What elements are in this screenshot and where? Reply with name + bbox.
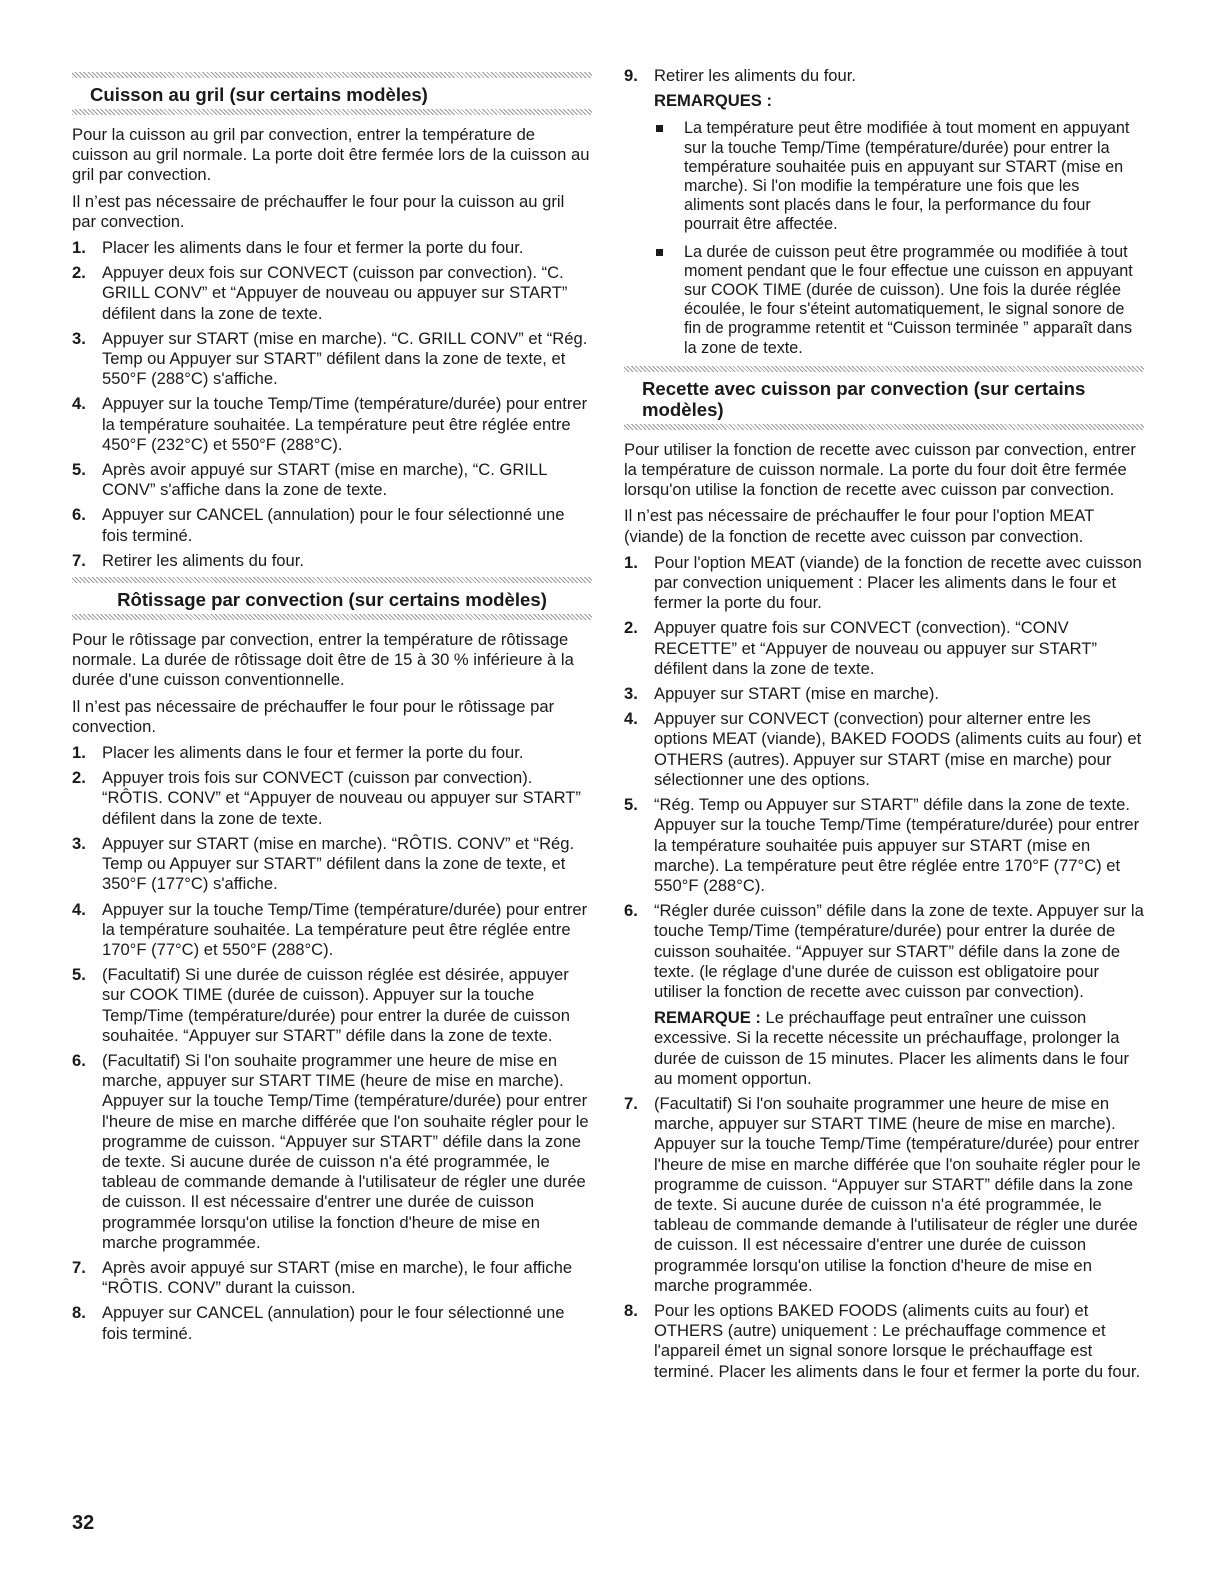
- steps-list-rotissage: [72, 743, 592, 1344]
- step-text: Appuyer deux fois sur CONVECT (cuisson par convection). “C. GRILL CONV” et “Appuyer de nouveau ou appuyer sur START” défilent dans la zone de texte.: [102, 263, 568, 323]
- step-text: Appuyer sur CONVECT (convection) pour alterner entre les options MEAT (viande), BAKED FOODS (aliments cuits au four) et OTHERS (autres). Appuyer sur START (mise en marche) pour sélectionner une des options.: [654, 709, 1142, 789]
- step-item: [72, 1303, 592, 1343]
- step-item: [624, 1094, 1144, 1296]
- step-text: Appuyer sur START (mise en marche). “RÔTIS. CONV” et “Rég. Temp ou Appuyer sur START” défilent dans la zone de texte, et 350°F (177°C) s'affiche.: [102, 833, 575, 894]
- steps-list-gril: [72, 238, 592, 571]
- section-title-rotissage: Rôtissage par convection (sur certains modèles): [117, 589, 547, 611]
- step-number: 3.: [72, 328, 86, 348]
- step-item: [624, 795, 1144, 896]
- step-number: 3.: [72, 833, 86, 853]
- remarque-item: [654, 243, 1144, 358]
- paragraph: Pour utiliser la fonction de recette avec cuisson par convection, entrer la température de cuisson normale. La porte du four doit être fermée lorsqu'on utilise la fonction de recette avec cuisson par convection.: [624, 439, 1136, 500]
- remarques-block: [624, 91, 1144, 358]
- step-text: Appuyer quatre fois sur CONVECT (convection). “CONV RECETTE” et “Appuyer de nouveau ou appuyer sur START” défilent dans la zone de texte.: [654, 618, 1098, 678]
- paragraph: Il n’est pas nécessaire de préchauffer le four pour le rôtissage par convection.: [72, 696, 555, 736]
- step-text: Après avoir appuyé sur START (mise en marche), le four affiche “RÔTIS. CONV” durant la cuisson.: [102, 1257, 573, 1298]
- remarque-note: [654, 1008, 1144, 1089]
- step-item: [72, 329, 592, 390]
- remarque-note-text: Le préchauffage peut entraîner une cuisson excessive. Si la recette nécessite un préchauffage, prolonger la durée de cuisson de 15 minutes. Placer les aliments dans le four au moment opportun.: [654, 1008, 1130, 1088]
- step-item: [72, 238, 592, 258]
- step-text: Pour l'option MEAT (viande) de la fonction de recette avec cuisson par convection uniquement : Placer les aliments dans le four et fermer la porte du four.: [654, 552, 1142, 613]
- step-number: 6.: [72, 1050, 86, 1070]
- step-text: Appuyer sur START (mise en marche). “C. GRILL CONV” et “Rég. Temp ou Appuyer sur START” défilent dans la zone de texte, et 550°F (288°C) s'affiche.: [102, 328, 588, 389]
- step-number: 9.: [624, 66, 638, 85]
- step-text: Retirer les aliments du four.: [102, 550, 304, 570]
- step-number: 6.: [624, 901, 638, 921]
- step-text: Appuyer sur la touche Temp/Time (température/durée) pour entrer la température souhaitée. La température peut être réglée entre 450°F (232°C) et 550°F (288°C).: [102, 394, 588, 454]
- step-number: 7.: [72, 550, 86, 570]
- step-number: 1.: [72, 743, 86, 763]
- remarques-title: REMARQUES :: [654, 91, 773, 111]
- paragraph: Il n’est pas nécessaire de préchauffer le four pour la cuisson au gril par convection.: [72, 191, 565, 231]
- step-item: [624, 684, 1144, 704]
- step-item: [72, 900, 592, 961]
- step-item: [72, 394, 592, 455]
- hatched-rule: [624, 424, 1144, 430]
- step-text: Après avoir appuyé sur START (mise en marche), “C. GRILL CONV” s'affiche dans la zone de texte.: [102, 460, 547, 500]
- step-item: [72, 834, 592, 895]
- step-text: (Facultatif) Si l'on souhaite programmer une heure de mise en marche, appuyer sur START TIME (heure de mise en marche). Appuyer sur la touche Temp/Time (température/durée) pour entrer l'heure de mise en marche différée que l'on souhaite régler pour le programme de cuisson. “Appuyer sur START” défile dans la zone de texte. Si aucune durée de cuisson n'a été programmée, le tableau de commande demande à l'utilisateur de régler une durée de cuisson. Il est nécessaire d'entrer une durée de cuisson programmée lorsqu'on utilise la fonction d'heure de mise en marche programmée.: [654, 1093, 1141, 1295]
- step-text: Appuyer sur CANCEL (annulation) pour le four sélectionné une fois terminé.: [102, 1303, 565, 1343]
- step-item: [624, 66, 1144, 86]
- step-item: [72, 768, 592, 829]
- step-item: [72, 965, 592, 1046]
- steps-list-recette: [624, 553, 1144, 1382]
- step-item: [72, 743, 592, 763]
- step-text: Appuyer sur CANCEL (annulation) pour le four sélectionné une fois terminé.: [102, 505, 565, 545]
- section-title-gril: Cuisson au gril (sur certains modèles): [90, 84, 428, 105]
- square-bullet-icon: [656, 249, 663, 256]
- step-item: [624, 709, 1144, 790]
- remarque-text: La durée de cuisson peut être programmée ou modifiée à tout moment pendant que le four effectue une cuisson en appuyant sur COOK TIME (durée de cuisson). Une fois la durée réglée écoulée, le four s'éteint automatiquement, le signal sonore de fin de programme retentit et “Cuisson terminée ” apparaît dans la zone de texte.: [684, 242, 1133, 357]
- step-number: 5.: [72, 460, 86, 480]
- step-item: [624, 901, 1144, 1089]
- step-number: 5.: [624, 795, 638, 815]
- step-number: 3.: [624, 684, 638, 704]
- hatched-rule: [72, 109, 592, 115]
- paragraph: Il n’est pas nécessaire de préchauffer le four pour l'option MEAT (viande) de la fonction de recette avec cuisson par convection.: [624, 506, 1094, 546]
- page-number: 32: [72, 1512, 95, 1534]
- step-text: Pour les options BAKED FOODS (aliments cuits au four) et OTHERS (autre) uniquement : Le préchauffage commence et l'appareil émet un signal sonore lorsque le préchauffage est terminé. Placer les aliments dans le four et fermer la porte du four.: [654, 1300, 1141, 1381]
- step-number: 8.: [624, 1300, 638, 1320]
- step-number: 2.: [624, 618, 638, 638]
- remarque-label: REMARQUE :: [654, 1008, 761, 1028]
- step-number: 7.: [624, 1093, 638, 1113]
- step-text: (Facultatif) Si une durée de cuisson réglée est désirée, appuyer sur COOK TIME (durée de cuisson). Appuyer sur la touche Temp/Time (température/durée) pour entrer la durée de cuisson souhaitée. “Appuyer sur START” défile dans la zone de texte.: [102, 965, 570, 1045]
- step-text: Placer les aliments dans le four et fermer la porte du four.: [102, 238, 524, 258]
- step-item: [72, 505, 592, 545]
- step-number: 1.: [72, 238, 86, 258]
- section-title-recette: Recette avec cuisson par convection (sur certains modèles): [642, 377, 1086, 420]
- steps-list-rotissage-continued: [624, 66, 1144, 86]
- paragraph: Pour le rôtissage par convection, entrer la température de rôtissage normale. La durée de rôtissage doit être de 15 à 30 % inférieure à la durée d'une cuisson conventionnelle.: [72, 630, 574, 690]
- step-item: [624, 618, 1144, 679]
- step-item: [72, 1258, 592, 1298]
- step-number: 2.: [72, 263, 86, 283]
- step-item: [624, 553, 1144, 614]
- remarque-text: La température peut être modifiée à tout moment en appuyant sur la touche Temp/Time (température/durée) pour entrer la température souhaitée puis en appuyant sur START (mise en marche). Si l'on modifie la température une fois que les aliments sont placés dans le four, la performance du four pourrait être affectée.: [684, 119, 1130, 234]
- step-number: 6.: [72, 505, 86, 525]
- left-column: [72, 66, 592, 1349]
- step-item: [72, 263, 592, 324]
- step-item: [72, 460, 592, 500]
- step-number: 4.: [72, 394, 86, 414]
- section-header-gril: [72, 72, 592, 115]
- step-number: 7.: [72, 1257, 86, 1277]
- step-text: Placer les aliments dans le four et fermer la porte du four.: [102, 743, 524, 763]
- step-item: [72, 1051, 592, 1253]
- paragraph: Pour la cuisson au gril par convection, entrer la température de cuisson au gril normale. La porte doit être fermée lors de la cuisson au gril par convection.: [72, 125, 590, 185]
- step-number: 2.: [72, 768, 86, 788]
- step-text: Retirer les aliments du four.: [654, 66, 856, 85]
- step-item: [72, 551, 592, 571]
- step-text: Appuyer sur la touche Temp/Time (température/durée) pour entrer la température souhaitée. La température peut être réglée entre 170°F (77°C) et 550°F (288°C).: [102, 899, 588, 959]
- section-header-recette: [624, 366, 1144, 430]
- step-number: 8.: [72, 1303, 86, 1323]
- step-item: [624, 1301, 1144, 1382]
- step-number: 5.: [72, 965, 86, 985]
- right-column: [624, 66, 1144, 1387]
- step-text: (Facultatif) Si l'on souhaite programmer une heure de mise en marche, appuyer sur START TIME (heure de mise en marche). Appuyer sur la touche Temp/Time (température/durée) pour entrer l'heure de mise en marche différée que l'on souhaite régler pour le programme de cuisson. “Appuyer sur START” défile dans la zone de texte. Si aucune durée de cuisson n'a été programmée, le tableau de commande demande à l'utilisateur de régler une durée de cuisson. Il est nécessaire d'entrer une durée de cuisson programmée lorsqu'on utilise la fonction d'heure de mise en marche programmée.: [102, 1050, 589, 1252]
- step-number: 4.: [72, 899, 86, 919]
- square-bullet-icon: [656, 125, 663, 132]
- remarques-list: [654, 119, 1144, 357]
- remarque-item: [654, 119, 1144, 234]
- hatched-rule: [72, 614, 592, 620]
- section-header-rotissage: [72, 577, 592, 620]
- step-text: Appuyer trois fois sur CONVECT (cuisson par convection). “RÔTIS. CONV” et “Appuyer de nouveau ou appuyer sur START” défilent dans la zone de texte.: [102, 768, 581, 828]
- step-text: Appuyer sur START (mise en marche).: [654, 684, 939, 704]
- step-number: 4.: [624, 709, 638, 729]
- step-number: 1.: [624, 552, 638, 572]
- step-text: “Régler durée cuisson” défile dans la zone de texte. Appuyer sur la touche Temp/Time (température/durée) pour entrer la durée de cuisson souhaitée. “Appuyer sur START” défile dans la zone de texte. (le réglage d'une durée de cuisson est obligatoire pour utiliser la fonction de recette avec cuisson par convection).: [654, 901, 1144, 1001]
- step-text: “Rég. Temp ou Appuyer sur START” défile dans la zone de texte. Appuyer sur la touche Temp/Time (température/durée) pour entrer la température souhaitée puis appuyer sur START (mise en marche). La température peut être réglée entre 170°F (77°C) et 550°F (288°C).: [654, 795, 1140, 895]
